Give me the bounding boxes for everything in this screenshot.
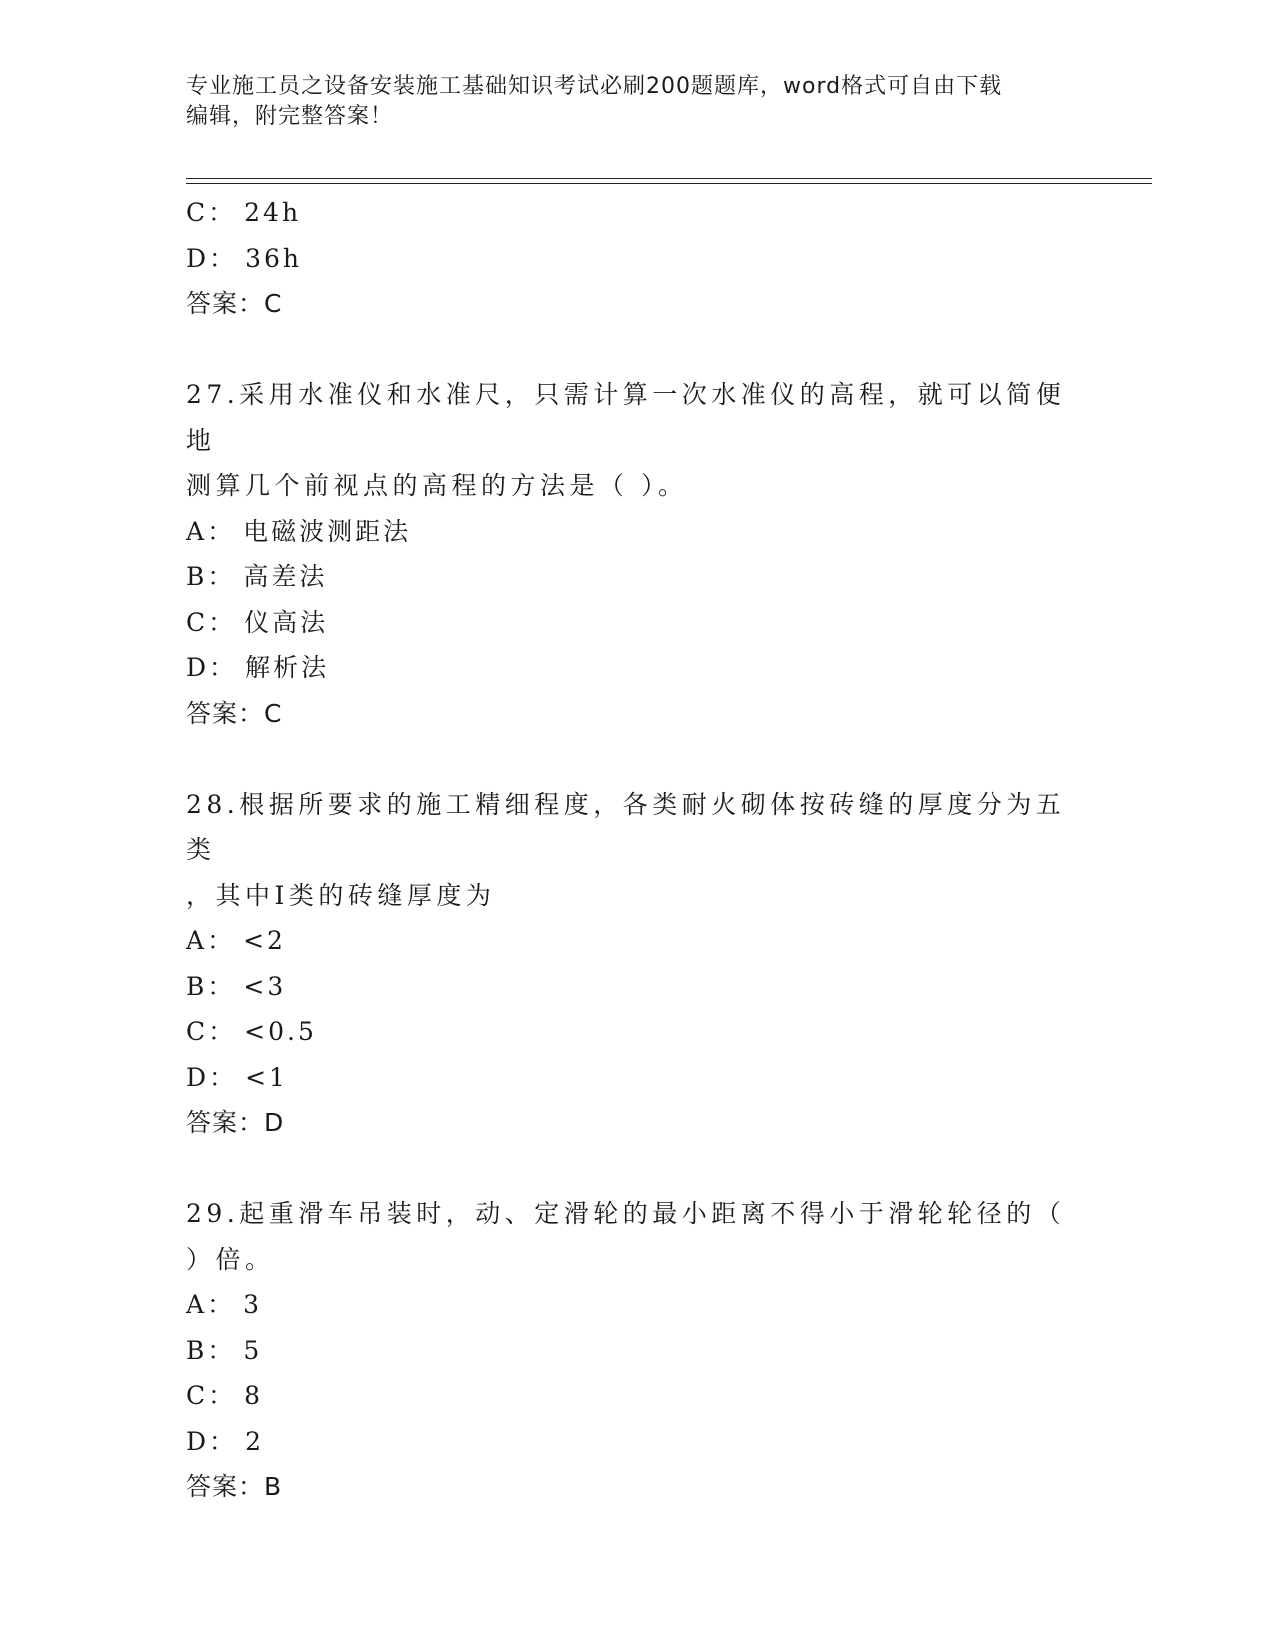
question-list: [186, 190, 1086, 1510]
answer-line: 答案：B: [186, 1472, 283, 1501]
question-29: [186, 1191, 1086, 1510]
header-line-2: 编辑，附完整答案！: [186, 104, 394, 129]
option-a: A： 3: [186, 1290, 262, 1319]
question-stem: 29.起重滑车吊装时，动、定滑轮的最小距离不得小于滑轮轮径的（ ）倍。: [186, 1199, 1066, 1274]
question-27: [186, 372, 1086, 736]
question-stem: 28.根据所要求的施工精细程度，各类耐火砌体按砖缝的厚度分为五类 ，其中I类的砖缝厚度为: [186, 789, 1066, 910]
header-divider-bottom: [186, 183, 1152, 184]
option-d: D： 解析法: [186, 653, 330, 682]
option-c: C： <0.5: [186, 1017, 317, 1046]
option-b: B： <3: [186, 971, 287, 1001]
partial-question: [186, 190, 1086, 327]
option-c: C： 8: [186, 1381, 264, 1410]
header-divider-top: [186, 178, 1152, 179]
document-header: [186, 72, 1086, 132]
answer-line: 答案：C: [186, 289, 283, 318]
answer-line: 答案：C: [186, 698, 283, 728]
header-line-1: 专业施工员之设备安装施工基础知识考试必刷200题题库，word格式可自由下载: [186, 74, 1003, 99]
option-b: B： 5: [186, 1335, 263, 1365]
question-28: [186, 782, 1086, 1146]
answer-line: 答案：D: [186, 1108, 285, 1137]
option-a: A： <2: [186, 926, 286, 955]
option-b: B： 高差法: [186, 562, 328, 591]
question-stem: 27.采用水准仪和水准尺，只需计算一次水准仪的高程，就可以简便地 测算几个前视点的高程的方法是（ ）。: [186, 380, 1066, 500]
option-c: C： 仪高法: [186, 607, 329, 637]
option-d: D： <1: [186, 1062, 288, 1092]
option-d: D： 36h: [186, 243, 302, 273]
option-c: C： 24h: [186, 198, 302, 227]
option-a: A： 电磁波测距法: [186, 516, 412, 546]
option-d: D： 2: [186, 1426, 264, 1456]
